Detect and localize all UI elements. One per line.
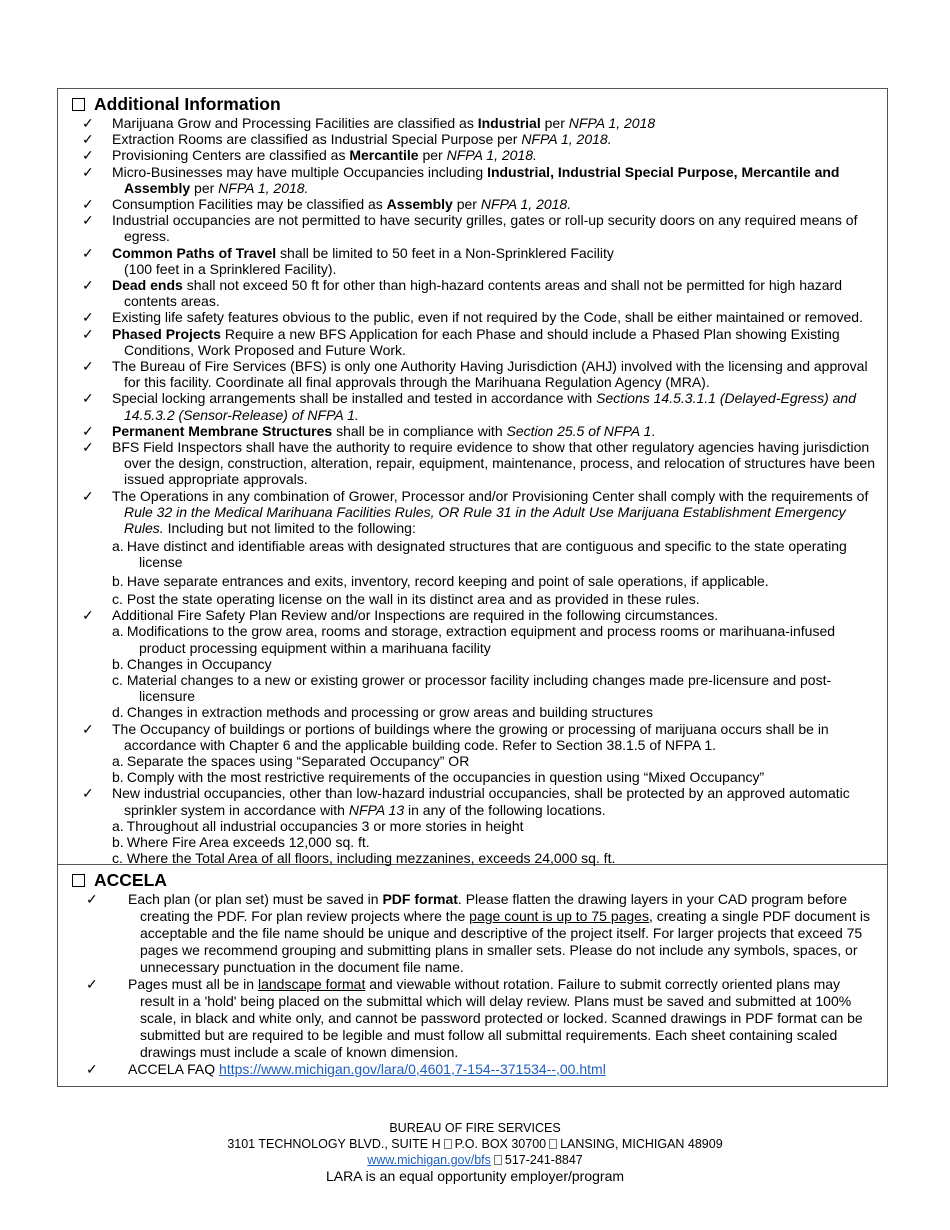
checklist: [70, 115, 877, 866]
check-icon: ✓: [82, 163, 94, 180]
separator-icon: [444, 1139, 452, 1149]
sub-list-item: c. Post the state operating license on the wall in its distinct area and as provided in these rules.: [112, 590, 700, 607]
sub-list: [112, 817, 877, 867]
sub-list-item: a. Separate the spaces using “Separated Occupancy” OR: [112, 752, 470, 769]
list-item: ✓ Provisioning Centers are classified as Mercantile per NFPA 1, 2018.: [82, 147, 537, 164]
checklist: [70, 891, 877, 1078]
list-item: ✓ Industrial occupancies are not permitted to have security grilles, gates or roll-up security doors on any required means of egress.: [82, 212, 858, 245]
check-icon: ✓: [82, 131, 94, 148]
sub-list-item: a. Throughout all industrial occupancies 3 or more stories in height: [112, 817, 524, 834]
list-item: ✓ Additional Fire Safety Plan Review and/or Inspections are required in the following circumstances. a. Modifications to the grow area, rooms and storage, extraction equipment and process rooms or marihuana-infused product processing equipment within a marihuana facility b. Changes in Occupancy c. Material changes to a new or existing grower or processor facility including changes made pre-licensure and post-licensure d. Changes in extraction methods and processing or grow areas and building structures: [82, 607, 877, 720]
list-item: ✓ New industrial occupancies, other than low-hazard industrial occupancies, shall be protected by an approved automatic sprinkler system in accordance with NFPA 13 in any of the following locations. a. Throughout all industrial occupancies 3 or more stories in height b. Where Fire Area exceeds 12,000 sq. ft. c. Where the Total Area of all floors, including mezzanines, exceeds 24,000 sq. ft.: [82, 785, 877, 866]
website-link[interactable]: www.michigan.gov/bfs: [367, 1153, 491, 1167]
footer-org: BUREAU OF FIRE SERVICES: [389, 1121, 561, 1135]
check-icon: ✓: [82, 390, 94, 407]
list-item: ✓ Permanent Membrane Structures shall be in compliance with Section 25.5 of NFPA 1.: [82, 422, 656, 439]
footer-address: 3101 TECHNOLOGY BLVD., SUITE H P.O. BOX 30700 LANSING, MICHIGAN 48909: [227, 1137, 723, 1151]
heading-text: Additional Information: [94, 94, 281, 114]
additional-information-section: [58, 89, 887, 865]
accela-section: [58, 865, 887, 1086]
check-icon: ✓: [82, 115, 94, 131]
sub-list-item: d. Changes in extraction methods and processing or grow areas and building structures: [112, 704, 653, 721]
check-icon: ✓: [82, 439, 94, 456]
check-icon: ✓: [82, 309, 94, 326]
footer-contact: [0, 1152, 950, 1168]
list-item: ✓ The Occupancy of buildings or portions of buildings where the growing or processing of marijuana occurs shall be in accordance with Chapter 6 and the applicable building code. Refer to Section 38.1.5 of NFPA 1. a. Separate the spaces using “Separated Occupancy” OR b. Comply with the most restrictive requirements of the occupancies in question using “Mixed Occupancy”: [82, 721, 877, 786]
section-heading: [70, 869, 877, 891]
list-item: ✓ Extraction Rooms are classified as Industrial Special Purpose per NFPA 1, 2018.: [82, 131, 612, 148]
heading-text: ACCELA: [94, 870, 167, 890]
list-item: ✓ Pages must all be in landscape format and viewable without rotation. Failure to submit correctly oriented plans may result in a 'hold' being placed on the submittal which will delay review. Plans must be saved and submitted at 100% scale, in black and white only, and cannot be password protected or locked. Scanned drawings in PDF format can be submitted but are required to be legible and must follow all submittal requirements. Each sheet containing scaled drawings must include a scale of known dimension.: [86, 976, 863, 1060]
separator-icon: [549, 1139, 557, 1149]
list-item: ✓ Each plan (or plan set) must be saved in PDF format. Please flatten the drawing layers in your CAD program before creating the PDF. For plan review projects where the page count is up to 75 pages, creating a single PDF document is acceptable and the file name should be unique and descriptive of the project itself. For larger projects that exceed 75 pages we recommend grouping and submitting plans in smaller sets. Please do not include any symbols, spaces, or unnecessary punctuation in the document file name.: [86, 891, 870, 975]
check-icon: ✓: [82, 325, 94, 342]
sub-list-item: c. Where the Total Area of all floors, including mezzanines, exceeds 24,000 sq. ft.: [112, 850, 616, 867]
check-icon: ✓: [86, 976, 98, 992]
equal-opportunity-text: LARA is an equal opportunity employer/program: [325, 1168, 625, 1184]
check-icon: ✓: [82, 785, 94, 802]
list-item: ✓ Micro-Businesses may have multiple Occupancies including Industrial, Industrial Special Purpose, Mercantile and Assembly per NFPA 1, 2018.: [82, 163, 840, 196]
check-icon: ✓: [82, 358, 94, 375]
list-item: ✓ The Operations in any combination of Grower, Processor and/or Provisioning Center shall comply with the requirements of Rule 32 in the Medical Marihuana Facilities Rules, OR Rule 31 in the Adult Use Marijuana Establishment Emergency Rules. Including but not limited to the following: a. Have distinct and identifiable areas with designated structures that are contiguous and specific to the state operating license b. Have separate entrances and exits, inventory, record keeping and point of sale operations, if applicable. c. Post the state operating license on the wall in its distinct area and as provided in these rules.: [82, 488, 877, 607]
list-item: ✓ Phased Projects Require a new BFS Application for each Phase and should include a Phased Plan showing Existing Conditions, Work Proposed and Future Work.: [82, 325, 840, 358]
check-icon: ✓: [82, 487, 94, 504]
phone-number: 517-241-8847: [504, 1153, 583, 1167]
section-heading: [70, 93, 877, 115]
list-item: ✓ Special locking arrangements shall be installed and tested in accordance with Sections 14.5.3.1.1 (Delayed-Egress) and 14.5.3.2 (Sensor-Release) of NFPA 1.: [82, 390, 856, 423]
sub-list-item: b. Have separate entrances and exits, inventory, record keeping and point of sale operations, if applicable.: [112, 572, 769, 589]
list-item: ✓ The Bureau of Fire Services (BFS) is only one Authority Having Jurisdiction (AHJ) involved with the licensing and approval for this facility. Coordinate all final approvals through the Marihuana Regulation Agency (MRA).: [82, 358, 868, 391]
sub-list-item: a. Have distinct and identifiable areas with designated structures that are contiguous and specific to the state operating license: [112, 538, 847, 571]
separator-icon: [494, 1155, 502, 1165]
sub-list-item: c. Material changes to a new or existing grower or processor facility including changes made pre-licensure and post-licensure: [112, 671, 832, 705]
check-icon: ✓: [82, 196, 94, 213]
list-item: ✓ Dead ends shall not exceed 50 ft for other than high-hazard contents areas and shall not be permitted for high hazard contents areas.: [82, 277, 843, 310]
list-item: ✓ ACCELA FAQ https://www.michigan.gov/lara/0,4601,7-154--371534--,00.html: [86, 1061, 606, 1077]
check-icon: ✓: [82, 422, 94, 439]
check-icon: ✓: [82, 277, 94, 294]
sub-list: [112, 623, 877, 721]
document-box: [57, 88, 888, 1087]
sub-list-item: b. Where Fire Area exceeds 12,000 sq. ft.: [112, 833, 370, 850]
check-icon: ✓: [82, 720, 94, 737]
check-icon: ✓: [82, 607, 94, 624]
sub-list: [112, 752, 877, 786]
checkbox-icon[interactable]: [72, 98, 85, 111]
sub-list: [112, 538, 877, 607]
check-icon: ✓: [86, 891, 98, 907]
list-item: ✓ BFS Field Inspectors shall have the authority to require evidence to show that other regulatory agencies having jurisdiction over the design, construction, alteration, repair, equipment, maintenance, process, and relocation of structures have been issued appropriate approvals.: [82, 439, 875, 488]
check-icon: ✓: [82, 212, 94, 229]
check-icon: ✓: [82, 147, 94, 164]
check-icon: ✓: [82, 244, 94, 261]
list-item: ✓ Marijuana Grow and Processing Facilities are classified as Industrial per NFPA 1, 2018: [82, 115, 656, 131]
list-item: ✓ Consumption Facilities may be classified as Assembly per NFPA 1, 2018.: [82, 196, 572, 213]
accela-faq-link[interactable]: https://www.michigan.gov/lara/0,4601,7-154--371534--,00.html: [219, 1061, 606, 1077]
sub-list-item: a. Modifications to the grow area, rooms and storage, extraction equipment and process rooms or marihuana-infused product processing equipment within a marihuana facility: [112, 623, 836, 656]
page-footer: [0, 1120, 950, 1184]
sub-list-item: b. Comply with the most restrictive requirements of the occupancies in question using “Mixed Occupancy”: [112, 769, 765, 786]
list-item: ✓ Common Paths of Travel shall be limited to 50 feet in a Non-Sprinklered Facility (100 feet in a Sprinklered Facility).: [82, 244, 614, 277]
check-icon: ✓: [86, 1061, 98, 1077]
sub-list-item: b. Changes in Occupancy: [112, 655, 272, 672]
checkbox-icon[interactable]: [72, 874, 85, 887]
list-item: ✓ Existing life safety features obvious to the public, even if not required by the Code, shall be either maintained or removed.: [82, 309, 863, 326]
